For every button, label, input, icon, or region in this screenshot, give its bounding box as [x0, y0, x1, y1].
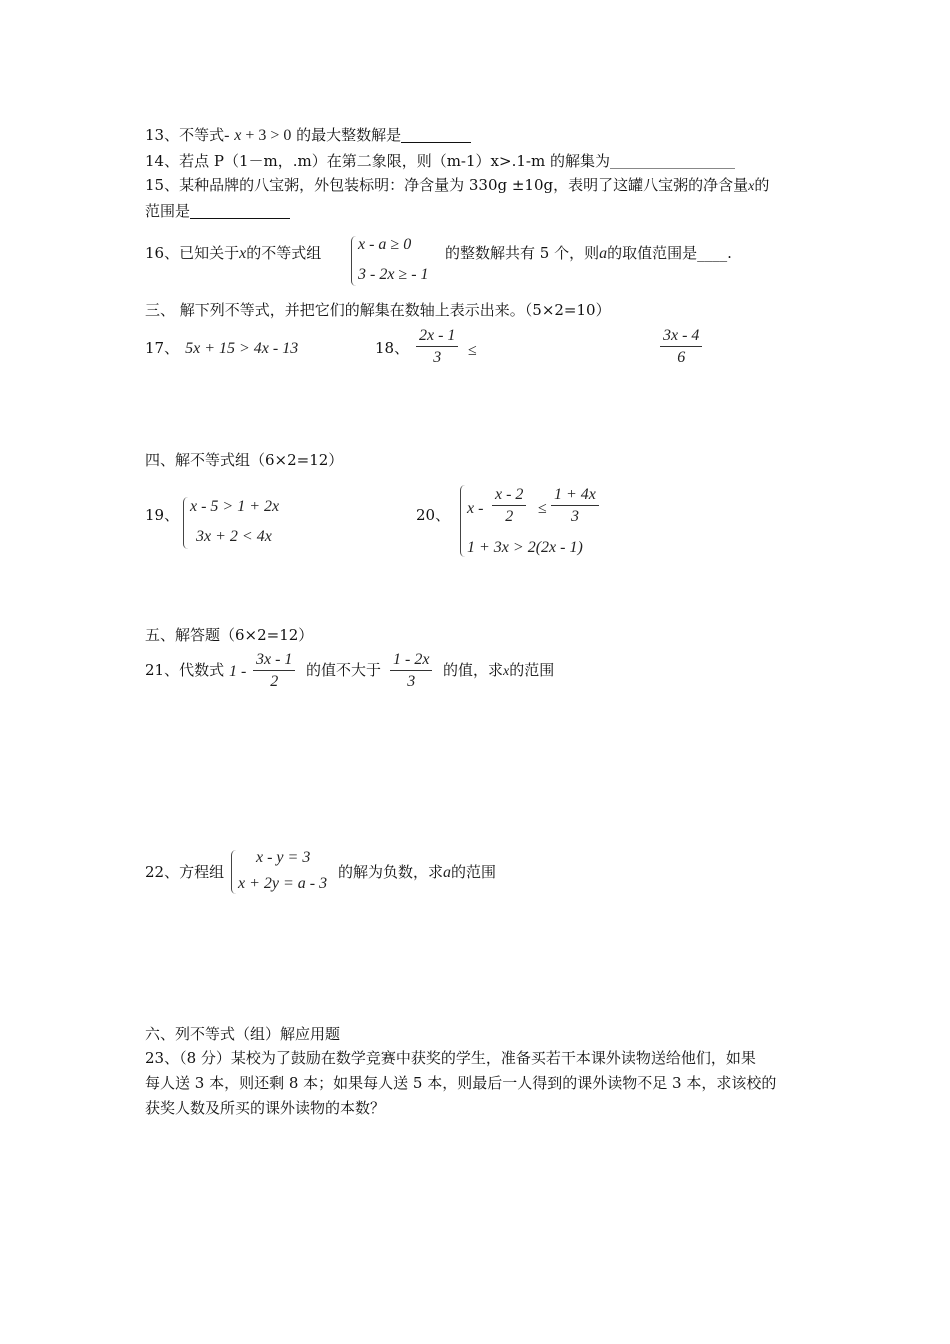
q21-fraction-2 — [390, 650, 432, 693]
q16-system-brace — [351, 236, 356, 286]
question-16-end — [445, 243, 732, 264]
q20-system-brace — [460, 485, 465, 557]
section-3-title: 三、 解下列不等式，并把它们的解集在数轴上表示出来。（5×2=10） — [145, 301, 611, 319]
q13-label: 13、不等式 — [145, 126, 225, 144]
section-4-title: 四、解不等式组（6×2=12） — [145, 451, 344, 469]
q18-op: ≤ — [468, 342, 477, 359]
q15-line2: 范围是 — [145, 202, 191, 220]
q22-var: a — [443, 864, 452, 881]
question-16 — [145, 243, 321, 264]
q18-den2: 6 — [677, 349, 686, 366]
section-5-title: 五、解答题（6×2=12） — [145, 626, 314, 644]
question-17 — [145, 338, 298, 359]
question-13 — [145, 125, 471, 146]
q22-system-brace — [231, 850, 236, 894]
q13-var: x — [234, 127, 242, 144]
q13-expr: + 3 > 0 — [241, 127, 292, 144]
q14-answer-blank[interactable] — [610, 152, 735, 169]
q19-system-brace — [183, 497, 188, 549]
q17-label: 17、 — [145, 339, 180, 357]
q19-system-row-1: x - 5 > 1 + 2x — [190, 498, 280, 515]
q21-den1: 2 — [270, 673, 279, 690]
q21-end: 的值，求 — [443, 661, 504, 679]
q16-system-row-2: 3 - 2x ≥ - 1 — [358, 266, 429, 283]
question-23-line-2: 每人送 3 本，则还剩 8 本；如果每人送 5 本，则最后一人得到的课外读物不足 3 本，求该校的 — [145, 1074, 777, 1092]
q21-end2: 的范围 — [509, 661, 555, 679]
question-15-line-2 — [145, 201, 290, 221]
question-22-end — [338, 862, 496, 883]
q22-end: 的解为负数，求 — [338, 863, 444, 881]
q13-text: 的最大整数解是 — [296, 126, 402, 144]
question-22-label: 22、方程组 — [145, 863, 225, 881]
q13-minus: - — [224, 127, 230, 144]
q16-after: 的整数解共有 5 个，则 — [445, 244, 600, 262]
q20-op: ≤ — [538, 500, 547, 517]
question-23-line-1: 23、（8 分）某校为了鼓励在数学竞赛中获奖的学生，准备买若干本课外读物送给他们，如果 — [145, 1049, 756, 1067]
q15-var: x — [748, 179, 755, 194]
q21-num2: 1 - 2x — [390, 650, 432, 671]
q21-var: x — [503, 664, 510, 679]
q13-answer-blank[interactable] — [401, 126, 471, 143]
question-20-label: 20、 — [416, 506, 451, 524]
q16-label: 16、已知关于 — [145, 244, 240, 262]
q20-den1: 2 — [505, 508, 514, 525]
q21-num1: 3x - 1 — [253, 650, 295, 671]
question-21-end — [443, 660, 554, 682]
q18-fraction-right — [660, 326, 702, 369]
q16-system-row-1: x - a ≥ 0 — [358, 236, 412, 253]
question-21-label: 21、代数式 — [145, 661, 225, 679]
q21-pre: 1 - — [229, 663, 247, 680]
q16-avar: a — [599, 245, 608, 262]
q21-mid: 的值不大于 — [306, 661, 382, 679]
q15-line1-end: 的 — [754, 176, 770, 194]
q22-system-row-2: x + 2y = a - 3 — [238, 875, 328, 892]
q20-row1-prefix: x - — [467, 500, 484, 517]
q15-line1: 15、某种品牌的八宝粥，外包装标明：净含量为 330g ±10g，表明了这罐八宝粥的净含量 — [145, 176, 749, 194]
q22-system-row-1: x - y = 3 — [256, 849, 311, 866]
q18-fraction-left — [416, 326, 458, 369]
q16-end: 的取值范围是____. — [607, 244, 732, 262]
q21-den2: 3 — [407, 673, 416, 690]
q20-num2: 1 + 4x — [551, 485, 599, 506]
q20-fraction-1 — [492, 485, 526, 528]
q20-num1: x - 2 — [492, 485, 526, 506]
question-23-line-3: 获奖人数及所买的课外读物的本数？ — [145, 1099, 386, 1117]
q18-den: 3 — [433, 349, 442, 366]
q19-system-row-2: 3x + 2 < 4x — [196, 528, 272, 545]
question-19-label: 19、 — [145, 506, 180, 524]
q18-num: 2x - 1 — [416, 326, 458, 347]
q17-expr: 5x + 15 > 4x - 13 — [185, 340, 299, 357]
question-15-line-1 — [145, 175, 769, 197]
q16-mid: 的不等式组 — [246, 244, 322, 262]
q22-end2: 的范围 — [451, 863, 497, 881]
q15-answer-blank[interactable] — [190, 202, 290, 219]
question-18-label: 18、 — [375, 339, 410, 357]
q16-var: x — [239, 245, 247, 262]
section-6-title: 六、列不等式（组）解应用题 — [145, 1025, 341, 1043]
q21-fraction-1 — [253, 650, 295, 693]
q20-den2: 3 — [570, 508, 579, 525]
question-14 — [145, 151, 735, 171]
q14-label: 14、若点 P（1－m，.m）在第二象限，则（m-1）x>.1-m 的解集为 — [145, 152, 610, 170]
q18-num2: 3x - 4 — [660, 326, 702, 347]
q20-fraction-2 — [551, 485, 599, 528]
q20-system-row-2: 1 + 3x > 2(2x - 1) — [467, 539, 583, 556]
